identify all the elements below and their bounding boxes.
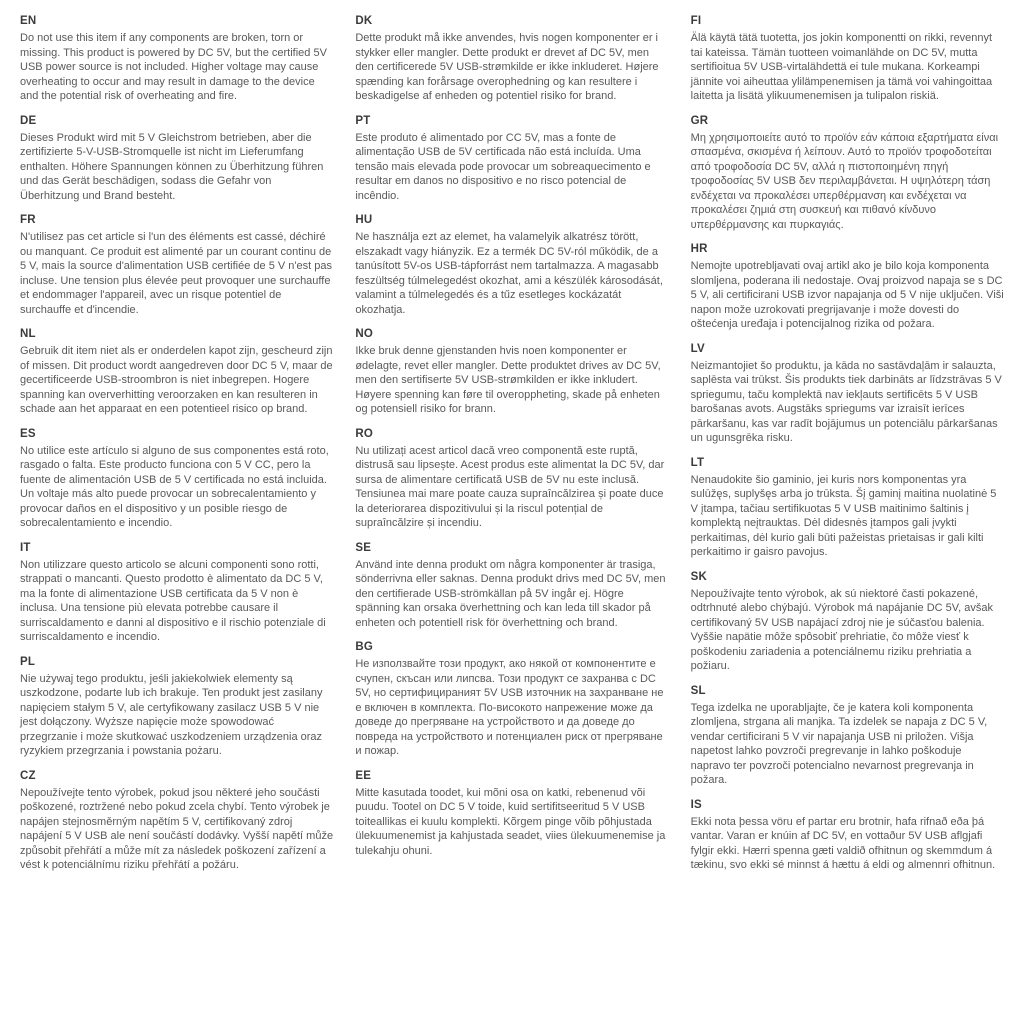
section-text: Non utilizzare questo articolo se alcuni componenti sono rotti, strappati o mancanti. Questo prodotto è alimentato da DC 5 V, ma la fonte di alimentazione USB certificata da 5 V non è inclusa. Una tensione più elevata potrebbe causare il surriscaldamento e danni al dispositivo e il rischio potenziale di surriscaldamento e incendio. [20, 558, 326, 643]
language-code: NL [20, 328, 36, 340]
language-section [355, 541, 668, 631]
language-code: SK [690, 570, 708, 583]
language-section [355, 640, 668, 759]
language-section [691, 242, 1004, 332]
section-text: Este produto é alimentado por CC 5V, mas a fonte de alimentação USB de 5V certificada não está incluída. Uma tensão mais elevada pode provocar um sobreaquecimento e resultar em danos no dispositivo e no risco potencial de incêndio. [355, 131, 651, 202]
language-code: PT [355, 114, 371, 127]
language-code: DK [355, 15, 373, 27]
section-text: Älä käytä tätä tuotetta, jos jokin komponentti on rikki, revennyt tai kateissa. Tämän tuotteen voimanlähde on DC 5V, mutta sertifioitua 5V USB-virtalähdettä ei tule mukana. Korkeampi jännite voi aiheuttaa ylilämpenemisen ja tämä voi vahingoittaa laitetta ja lisätä ylikuumenemisen ja tulipalon riskiä. [690, 32, 993, 102]
section-text: Nu utilizați acest articol dacă vreo componentă este ruptă, distrusă sau lipsește. Acest produs este alimentat la DC 5V, dar sursa de alimentare certificată USB de 5V nu este inclusă. Tensiunea mai mare poate cauza supraîncălzirea și poate duce la deteriorarea dispozitivului și la riscul potențial de supraîncălzire și incendiu. [355, 444, 665, 529]
section-text: N'utilisez pas cet article si l'un des éléments est cassé, déchiré ou manquant. Ce produit est alimenté par un courant continu de 5 V, mais la source d'alimentation USB certifiée de 5 V n'est pas incluse. Une tension plus élevée peut provoquer une surchauffe et endommager l'appareil, avec un risque potentiel de surchauffe et d'incendie. [20, 231, 332, 316]
language-code: HR [690, 243, 708, 255]
section-text: Dieses Produkt wird mit 5 V Gleichstrom betrieben, aber die zertifizierte 5-V-USB-Stromquelle ist nicht im Lieferumfang enthalten. Höhere Spannungen können zu Überhitzung führen und das Gerät beschädigen, sodass die Gefahr von Überhitzung und Brand besteht. [20, 131, 324, 202]
language-code: FI [690, 15, 702, 27]
language-section [20, 541, 333, 645]
language-section [691, 114, 1004, 233]
section-text: Не използвайте този продукт, ако някой от компонентите е счупен, скъсан или липсва. Този продукт се захранва с DC 5V, но сертифицираният 5V USB източник на захранване не е включен в комплекта. По-високото напрежение може да доведе до прегряване на устройството и да доведе до повреда на устройството и потенциален риск от прегряване и пожар. [355, 658, 664, 757]
column-3 [691, 14, 1004, 883]
language-code: GR [690, 114, 709, 127]
section-text: Tega izdelka ne uporabljajte, če je katera koli komponenta zlomljena, strgana ali manjka. Ta izdelek se napaja z DC 5 V, vendar certificirani 5 V vir napajanja USB ni priložen. Višja napetost lahko povzroči pregrevanje in lahko poškoduje napravo ter povzroči potencialno nevarnost pregrevanja in požara. [690, 701, 988, 786]
language-code: IT [20, 541, 31, 554]
section-text: Nemojte upotrebljavati ovaj artikl ako je bilo koja komponenta slomljena, poderana ili nedostaje. Ovaj proizvod napaja se s DC 5 V, ali certificirani USB izvor napajanja od 5 V nije uključen. Viši napon može uzrokovati pregrijavanje i može dovesti do oštećenja uređaja i potencijalnog rizika od požara. [690, 260, 1004, 330]
section-text: Ne használja ezt az elemet, ha valamelyik alkatrész törött, elszakadt vagy hiányzik. Ez a termék DC 5V-ról működik, de a tanúsított 5V-os USB-tápforrást nem tartalmazza. A magasabb feszültség túlmelegedést okozhat, ami a készülék károsodását, valamint a túlmelegedés és a tűz esetleges kockázatát okozhatja. [355, 231, 663, 316]
language-section [691, 684, 1004, 788]
language-section [691, 456, 1004, 560]
language-code: SL [690, 684, 706, 697]
language-section [20, 213, 333, 317]
language-section [355, 213, 668, 317]
language-section [691, 798, 1004, 873]
language-section [355, 114, 668, 204]
section-text: Neizmantojiet šo produktu, ja kāda no sastāvdaļām ir salauzta, saplēsta vai trūkst. Šis produkts tiek darbināts ar līdzstrāvas 5 V spriegumu, taču komplektā nav iekļauts sertificēts 5 V USB barošanas avots. Augstāks spriegums var izraisīt ierīces pārkaršanu, kas var radīt bojājumus un potenciālu pārkaršanas un ugunsgrēka risku. [690, 359, 1002, 444]
language-section [20, 14, 333, 104]
language-section [355, 769, 668, 859]
section-text: Nie używaj tego produktu, jeśli jakiekolwiek elementy są uszkodzone, podarte lub ich brakuje. Ten produkt jest zasilany napięciem stałym 5 V, ale certyfikowany zasilacz USB 5 V nie jest dołączony. Wyższe napięcie może spowodować przegrzanie i może skutkować uszkodzeniem urządzenia oraz ryzykiem przegrzania i powstania pożaru. [20, 672, 323, 757]
language-code: NO [355, 328, 373, 340]
section-text: Μη χρησιμοποιείτε αυτό το προϊόν εάν κάποια εξαρτήματα είναι σπασμένα, σκισμένα ή λείπουν. Αυτό το προϊόν τροφοδοτείται από τροφοδοσία DC 5V, αλλά η πιστοποιημένη πηγή τροφοδοσίας 5V USB δεν περιλαμβάνεται. Η υψηλότερη τάση ενδέχεται να προκαλέσει υπερθέρμανση και ενδέχεται να προκαλέσει ζημιά στη συσκευή και πιθανό κίνδυνο υπερθέρμανσης και πυρκαγιάς. [690, 131, 999, 231]
language-code: SE [355, 541, 372, 554]
language-code: CZ [20, 769, 36, 782]
language-code: EE [355, 769, 372, 782]
language-code: LT [690, 456, 705, 469]
language-code: EN [20, 15, 37, 27]
language-code: HU [355, 214, 373, 226]
section-text: Nenaudokite šio gaminio, jei kuris nors komponentas yra sulūžęs, suplyšęs arba jo trūksta. Šį gaminį maitina nuolatinė 5 V įtampa, tačiau sertifikuotas 5 V USB maitinimo šaltinis į komplektą neįtrauktas. Dėl didesnės įtampos gali įvykti perkaitimas, dėl kurio gali būti pažeistas prietaisas ir gali kilti perkaitimo ir gaisro pavojus. [690, 473, 997, 558]
language-code: RO [355, 427, 373, 440]
language-code: BG [355, 641, 373, 653]
language-section [355, 14, 668, 104]
language-section [691, 342, 1004, 446]
section-text: Ikke bruk denne gjenstanden hvis noen komponenter er ødelagte, revet eller mangler. Dette produktet drives av DC 5V, men den sertifiserte 5V USB-strømkilden er ikke inkludert. Høyere spenning kan føre til overoppheting, skade på enheten og potensiell risiko for brann. [355, 345, 661, 415]
language-section [355, 327, 668, 417]
language-code: PL [20, 655, 36, 668]
section-text: Gebruik dit item niet als er onderdelen kapot zijn, gescheurd zijn of missen. Dit product wordt aangedreven door DC 5 V, maar de gecertificeerde USB-stroombron is niet inbegrepen. Hogere spanning kan oververhitting veroorzaken en kan resulteren in schade aan het apparaat en een potentieel risico op brand. [20, 345, 333, 415]
language-section [20, 655, 333, 759]
language-code: LV [690, 342, 705, 355]
section-text: Nepoužívejte tento výrobek, pokud jsou některé jeho součásti poškozené, roztržené nebo pokud zcela chybí. Tento výrobek je napájen stejnosměrným napětím 5 V, certifikovaný zdroj napájení 5 V USB ale není součástí dodávky. Vyšší napětí může způsobit přehřátí a může mít za následek poškození zařízení a vést k potenciálnímu riziku přehřátí a požáru. [20, 786, 334, 871]
section-text: Använd inte denna produkt om några komponenter är trasiga, sönderrivna eller saknas. Denna produkt drivs med DC 5V, men den certifierade USB-strömkällan på 5V ingår ej. Högre spänning kan orsaka överhettning och kan leda till skador på enheten och potentiell risk för överhettning och brand. [355, 558, 666, 629]
language-section [20, 114, 333, 204]
section-text: Mitte kasutada toodet, kui mõni osa on katki, rebenenud või puudu. Tootel on DC 5 V toide, kuid sertifitseeritud 5 V USB toiteallikas ei kuulu komplekti. Kõrgem pinge võib põhjustada ülekuumenemist ja kahjustada seadet, viies ülekuumenemise ja tulekahju ohuni. [355, 786, 666, 857]
section-text: Nepoužívajte tento výrobok, ak sú niektoré časti pokazené, odtrhnuté alebo chýbajú. Výrobok má napájanie DC 5V, avšak certifikovaný 5V USB napájací zdroj nie je súčasťou balenia. Vyššie napätie môže spôsobiť prehriatie, čo môže viesť k poškodeniu zariadenia a potenciálnemu riziku prehriatia a požiaru. [690, 587, 993, 672]
language-code: IS [690, 798, 702, 811]
section-text: Ekki nota þessa vöru ef partar eru brotnir, hafa rifnað eða þá vantar. Varan er knúin af DC 5V, en vottaður 5V USB aflgjafi fylgir ekki. Hærri spenna gæti valdið ofhitnun og skemmdum á tækinu, svo ekki sé minnst á hættu á eldi og almennri ofhitnun. [690, 815, 996, 871]
column-2 [355, 14, 668, 868]
language-code: DE [20, 114, 37, 127]
language-code: ES [20, 427, 36, 440]
language-section [20, 327, 333, 417]
language-section [691, 14, 1004, 104]
language-section [20, 427, 333, 531]
column-1 [20, 14, 333, 883]
section-text: Dette produkt må ikke anvendes, hvis nogen komponenter er i stykker eller mangler. Dette produkt er drevet af DC 5V, men den certificerede 5V USB-strømkilde er ikke inkluderet. Højere spænding kan forårsage overophedning og kan resultere i beskadigelse af enheden og potentiel risiko for brand. [355, 32, 659, 102]
section-text: No utilice este artículo si alguno de sus componentes está roto, rasgado o falta. Este producto funciona con 5 V CC, pero la fuente de alimentación USB de 5 V certificada no está incluida. Un voltaje más alto puede provocar un sobrecalentamiento y provocar daños en el dispositivo y un posible riesgo de sobrecalentamiento e incendio. [20, 444, 329, 529]
section-text: Do not use this item if any components are broken, torn or missing. This product is powered by DC 5V, but the certified 5V USB power source is not included. Higher voltage may cause overheating to occur and may result in damage to the device and the potential risk of overheating and fire. [20, 32, 327, 102]
language-section [20, 769, 333, 873]
language-code: FR [20, 214, 36, 226]
language-section [691, 570, 1004, 674]
language-section [355, 427, 668, 531]
